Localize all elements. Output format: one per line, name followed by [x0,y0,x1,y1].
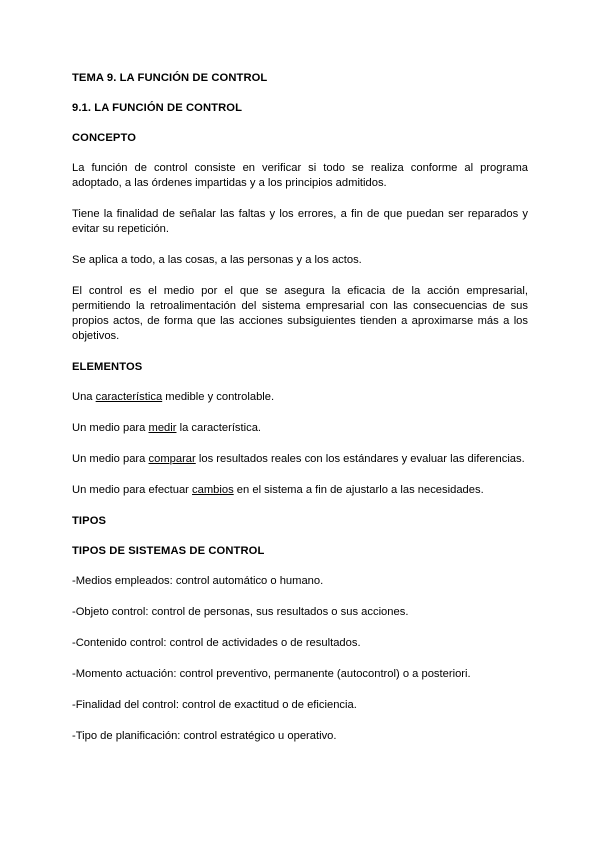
list-item: -Tipo de planificación: control estratégico u operativo. [72,730,337,742]
elemento-item: Un medio para medir la característica. [72,422,262,434]
elemento-item: Un medio para efectuar cambios en el sistema a fin de ajustarlo a las necesidades. [72,484,484,496]
concepto-heading: CONCEPTO [72,132,136,144]
elementos-heading: ELEMENTOS [72,361,143,373]
concepto-paragraph-2: Tiene la finalidad de señalar las faltas y los errores, a fin de que puedan ser reparados y evitar su repetición. [72,208,528,235]
underlined-term: cambios [192,484,234,496]
tipos-subheading: TIPOS DE SISTEMAS DE CONTROL [72,545,265,557]
concepto-paragraph-4: El control es el medio por el que se asegura la eficacia de la acción empresarial, permitiendo la retroalimentación del sistema empresarial con las consecuencias de sus propios actos, de forma que las acciones subsiguientes tienden a aproximarse más a los objetivos. [72,285,528,342]
topic-title: TEMA 9. LA FUNCIÓN DE CONTROL [72,72,268,84]
underlined-term: comparar [148,453,196,465]
list-item: -Objeto control: control de personas, sus resultados o sus acciones. [72,606,409,618]
list-item: -Medios empleados: control automático o humano. [72,575,324,587]
concepto-paragraph-1: La función de control consiste en verificar si todo se realiza conforme al programa adoptado, a las órdenes impartidas y a los principios admitidos. [72,162,528,189]
document-body [72,71,528,760]
underlined-term: medir [148,422,177,434]
concepto-paragraph-3: Se aplica a todo, a las cosas, a las personas y a los actos. [72,254,362,266]
elemento-item: Un medio para comparar los resultados reales con los estándares y evaluar las diferencias. [72,453,525,465]
list-item: -Momento actuación: control preventivo, permanente (autocontrol) o a posteriori. [72,668,471,680]
elemento-item: Una característica medible y controlable. [72,391,275,403]
underlined-term: característica [95,391,163,403]
tipos-list [72,574,528,744]
list-item: -Contenido control: control de actividades o de resultados. [72,637,361,649]
tipos-heading: TIPOS [72,515,107,527]
section-title: 9.1. LA FUNCIÓN DE CONTROL [72,102,243,114]
list-item: -Finalidad del control: control de exactitud o de eficiencia. [72,699,357,711]
